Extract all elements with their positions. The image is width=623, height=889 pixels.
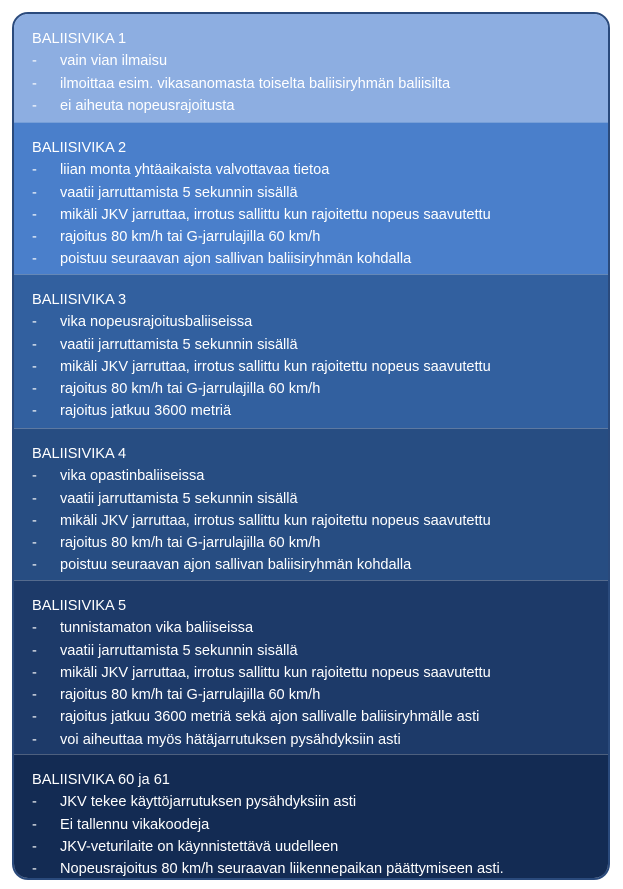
list-item — [32, 356, 608, 378]
dash-bullet: - — [32, 816, 37, 833]
section-baliisivika-4 — [14, 428, 608, 580]
dash-bullet: - — [32, 184, 37, 201]
section-title: BALIISIVIKA 3 — [32, 292, 127, 308]
item-text: vaatii jarruttamista 5 sekunnin sisällä — [60, 490, 298, 507]
list-item — [32, 159, 608, 181]
section-title: BALIISIVIKA 2 — [32, 140, 127, 156]
item-text: Ei tallennu vikakoodeja — [60, 816, 210, 833]
section-title: BALIISIVIKA 4 — [32, 446, 127, 462]
item-text: liian monta yhtäaikaista valvottavaa tietoa — [60, 162, 330, 179]
list-item — [32, 858, 608, 880]
item-text: vaatii jarruttamista 5 sekunnin sisällä — [60, 642, 298, 659]
list-item — [32, 684, 608, 706]
section-title: BALIISIVIKA 5 — [32, 598, 127, 614]
dash-bullet: - — [32, 535, 37, 552]
list-item — [32, 791, 608, 813]
item-text: mikäli JKV jarruttaa, irrotus sallittu kun rajoitettu nopeus saavutettu — [60, 512, 491, 529]
section-title: BALIISIVIKA 60 ja 61 — [32, 772, 170, 788]
list-item — [32, 334, 608, 356]
dash-bullet: - — [32, 861, 37, 878]
dash-bullet: - — [32, 229, 37, 246]
dash-bullet: - — [32, 162, 37, 179]
item-text: mikäli JKV jarruttaa, irrotus sallittu kun rajoitettu nopeus saavutettu — [60, 664, 491, 681]
dash-bullet: - — [32, 620, 37, 637]
list-item — [32, 311, 608, 333]
list-item — [32, 510, 608, 532]
item-text: voi aiheuttaa myös hätäjarrutuksen pysähdyksiin asti — [60, 731, 401, 748]
item-text: rajoitus 80 km/h tai G-jarrulajilla 60 km/h — [60, 229, 321, 246]
dash-bullet: - — [32, 75, 37, 92]
dash-bullet: - — [32, 794, 37, 811]
dash-bullet: - — [32, 557, 37, 574]
list-item — [32, 729, 608, 751]
section-baliisivika-3 — [14, 274, 608, 428]
dash-bullet: - — [32, 314, 37, 331]
item-text: vika opastinbaliiseissa — [60, 468, 205, 485]
list-item — [32, 662, 608, 684]
baliisivika-card — [12, 12, 610, 880]
item-text: vain vian ilmaisu — [60, 53, 168, 70]
dash-bullet: - — [32, 838, 37, 855]
dash-bullet: - — [32, 709, 37, 726]
dash-bullet: - — [32, 206, 37, 223]
dash-bullet: - — [32, 53, 37, 70]
dash-bullet: - — [32, 664, 37, 681]
list-item — [32, 814, 608, 836]
list-item — [32, 465, 608, 487]
list-item — [32, 95, 608, 117]
item-text: rajoitus 80 km/h tai G-jarrulajilla 60 km/h — [60, 381, 321, 398]
dash-bullet: - — [32, 512, 37, 529]
item-text: poistuu seuraavan ajon sallivan baliisiryhmän kohdalla — [60, 251, 412, 268]
item-text: ei aiheuta nopeusrajoitusta — [60, 97, 235, 114]
dash-bullet: - — [32, 251, 37, 268]
list-item — [32, 182, 608, 204]
item-text: vaatii jarruttamista 5 sekunnin sisällä — [60, 336, 298, 353]
section-baliisivika-60-61 — [14, 754, 608, 880]
item-text: Nopeusrajoitus 80 km/h seuraavan liikennepaikan päättymiseen asti. — [60, 861, 504, 878]
list-item — [32, 532, 608, 554]
item-text: mikäli JKV jarruttaa, irrotus sallittu kun rajoitettu nopeus saavutettu — [60, 206, 491, 223]
item-text: vaatii jarruttamista 5 sekunnin sisällä — [60, 184, 298, 201]
section-baliisivika-2 — [14, 122, 608, 274]
list-item — [32, 248, 608, 270]
item-text: JKV tekee käyttöjarrutuksen pysähdyksiin asti — [60, 794, 357, 811]
list-item — [32, 378, 608, 400]
section-baliisivika-5 — [14, 580, 608, 754]
list-item — [32, 488, 608, 510]
list-item — [32, 50, 608, 72]
section-title: BALIISIVIKA 1 — [32, 31, 127, 47]
list-item — [32, 554, 608, 576]
list-item — [32, 617, 608, 639]
item-text: rajoitus jatkuu 3600 metriä — [60, 403, 232, 420]
dash-bullet: - — [32, 358, 37, 375]
dash-bullet: - — [32, 403, 37, 420]
section-baliisivika-1 — [14, 14, 608, 122]
item-text: tunnistamaton vika baliiseissa — [60, 620, 254, 637]
item-text: mikäli JKV jarruttaa, irrotus sallittu kun rajoitettu nopeus saavutettu — [60, 358, 491, 375]
list-item — [32, 204, 608, 226]
dash-bullet: - — [32, 687, 37, 704]
list-item — [32, 706, 608, 728]
dash-bullet: - — [32, 97, 37, 114]
item-text: rajoitus jatkuu 3600 metriä sekä ajon sallivalle baliisiryhmälle asti — [60, 709, 480, 726]
item-text: vika nopeusrajoitusbaliiseissa — [60, 314, 253, 331]
list-item — [32, 226, 608, 248]
dash-bullet: - — [32, 381, 37, 398]
dash-bullet: - — [32, 642, 37, 659]
list-item — [32, 73, 608, 95]
list-item — [32, 836, 608, 858]
item-text: rajoitus 80 km/h tai G-jarrulajilla 60 km/h — [60, 535, 321, 552]
item-text: poistuu seuraavan ajon sallivan baliisiryhmän kohdalla — [60, 557, 412, 574]
dash-bullet: - — [32, 490, 37, 507]
dash-bullet: - — [32, 468, 37, 485]
dash-bullet: - — [32, 731, 37, 748]
list-item — [32, 400, 608, 422]
item-text: rajoitus 80 km/h tai G-jarrulajilla 60 km/h — [60, 687, 321, 704]
item-text: ilmoittaa esim. vikasanomasta toiselta baliisiryhmän baliisilta — [60, 75, 451, 92]
dash-bullet: - — [32, 336, 37, 353]
list-item — [32, 640, 608, 662]
item-text: JKV-veturilaite on käynnistettävä uudelleen — [60, 838, 339, 855]
